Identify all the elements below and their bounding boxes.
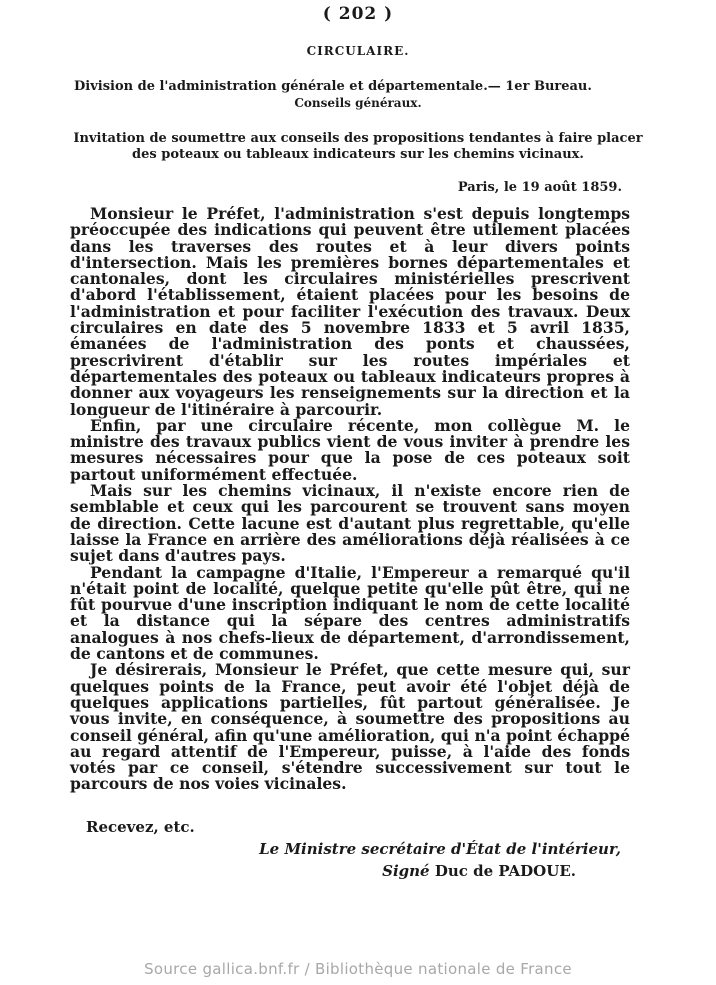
invitation-title [0,131,716,163]
page-number: ( 202 ) [322,4,394,24]
source-footer: Source gallica.bnf.fr / Bibliothèque nationale de France [144,960,572,978]
circular-heading: CIRCULAIRE. [306,44,410,58]
dateline: Paris, le 19 août 1859. [457,180,622,195]
division-line: Division de l'administration générale et départementale.— 1er Bureau. [74,79,592,94]
signature-prefix: Signé [382,862,430,880]
closing-line: Recevez, etc. [86,818,195,836]
paragraph: Monsieur le Préfet, l'administration s'est depuis longtemps préoccupée des indications qui peuvent être utilement placées dans les traverses des routes et à leur divers points d'intersection. Mais les premières bornes départementales et cantonales, dont les circulaires ministérielles prescrivent d'abord l'établissement, étaient placées pour les besoins de l'administration et pour faciliter l'exécution des travaux. Deux circulaires en date des 5 novembre 1833 et 5 avril 1835, émanées de l'administration des ponts et chaussées, prescrivirent d'établir sur les routes impériales et départementales des poteaux ou tableaux indicateurs propres à donner aux voyageurs les renseignements sur la direction et la longueur de l'itinéraire à parcourir. [70,204,630,419]
invitation-line-1: Invitation de soumettre aux conseils des propositions tendantes à faire placer [73,131,643,146]
paragraph: Enfin, par une circulaire récente, mon collègue M. le ministre des travaux publics vient de vous inviter à prendre les mesures nécessaires pour que la pose de ces poteaux soit partout uniformément effectuée. [70,415,630,484]
paragraph: Pendant la campagne d'Italie, l'Empereur a remarqué qu'il n'était point de localité, quelque petite qu'elle pût être, qui ne fût pourvue d'une inscription indiquant le nom de cette localité et la distance qui la sépare des centres administratifs analogues à nos chefs-lieux de département, d'arrondissement, de cantons et de communes. [70,562,630,664]
letter-body [70,206,630,793]
signature [382,862,576,880]
signature-name: Duc de PADOUE. [434,862,576,880]
paragraph: Je désirerais, Monsieur le Préfet, que cette mesure qui, sur quelques points de la France, peut avoir été l'objet déjà de quelques applications partielles, fût partout généralisée. Je vous invite, en conséquence, à soumettre des propositions au conseil général, afin qu'une amélioration, qui n'a point échappé au regard attentif de l'Empereur, puisse, à l'aide des fonds votés par ce conseil, s'étendre successivement sur tout le parcours de nos voies vicinales. [70,660,630,794]
invitation-line-2: des poteaux ou tableaux indicateurs sur les chemins vicinaux. [132,147,584,162]
subheading: Conseils généraux. [294,96,422,110]
paragraph: Mais sur les chemins vicinaux, il n'existe encore rien de semblable et ceux qui les parcourent se trouvent sans moyen de direction. Cette lacune est d'autant plus regrettable, qu'elle laisse la France en arrière des améliorations déjà réalisées à ce sujet dans d'autres pays. [70,481,630,566]
signature-title: Le Ministre secrétaire d'État de l'intérieur, [259,840,621,858]
